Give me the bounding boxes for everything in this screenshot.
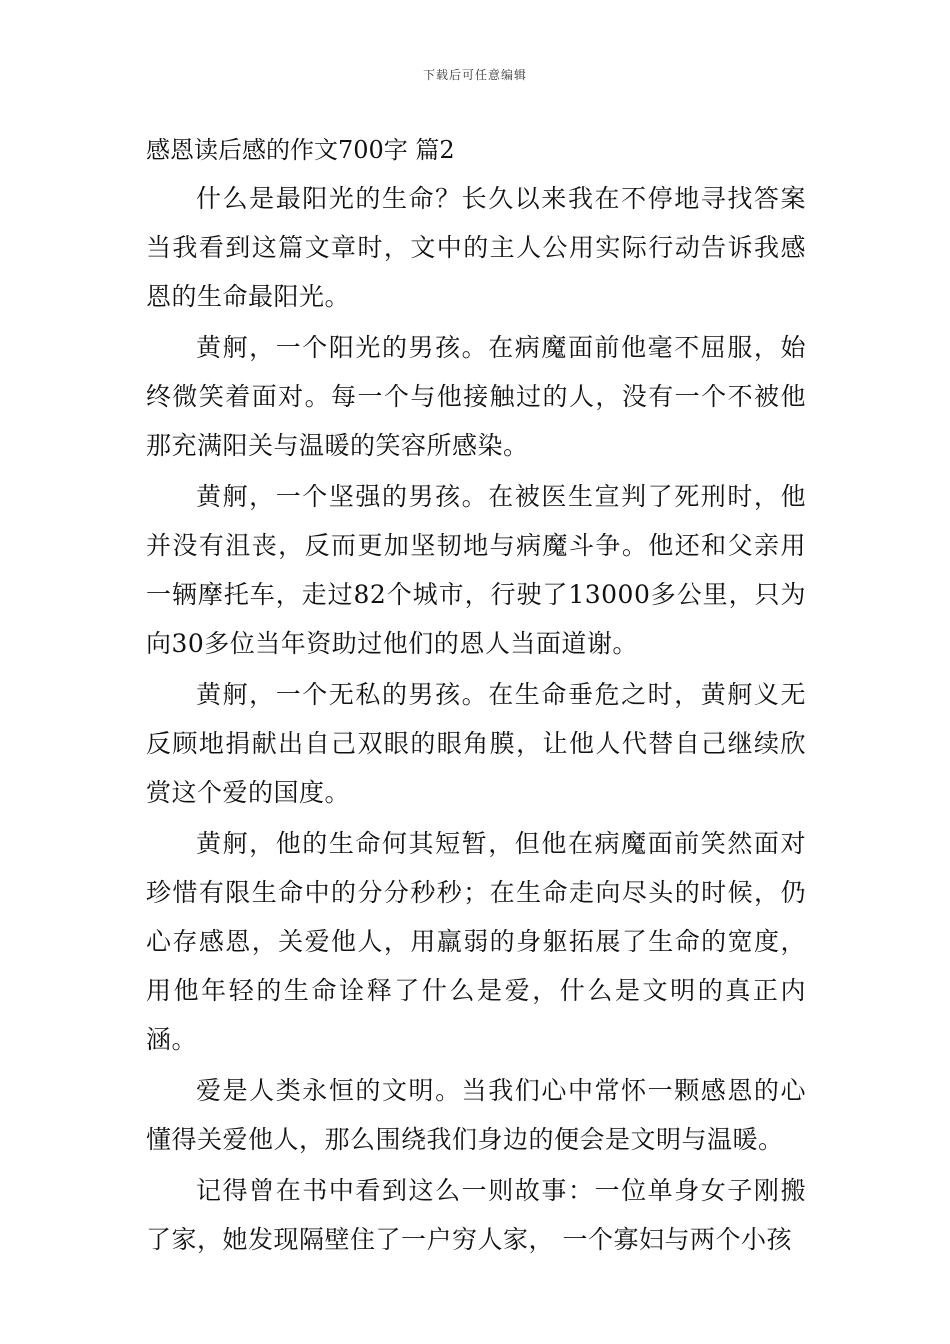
paragraph-6: 爱是人类永恒的文明。当我们心中常怀一颗感恩的心懂得关爱他人，那么围绕我们身边的便会是文明与温暖。 [146,1076,806,1154]
paragraph-5: 黄舸，他的生命何其短暂，但他在病魔面前笑然面对珍惜有限生命中的分分秒秒；在生命走向尽头的时候，仍心存感恩，关爱他人，用羸弱的身躯拓展了生命的宽度，用他年轻的生命诠释了什么是爱，什么是文明的真正内涵。 [146,829,806,1054]
paragraph-7: 记得曾在书中看到这么一则故事：一位单身女子刚搬了家，她发现隔壁住了一户穷人家， 一个寡妇与两个小孩 [146,1176,806,1254]
paragraph-1: 什么是最阳光的生命？长久以来我在不停地寻找答案当我看到这篇文章时，文中的主人公用实际行动告诉我感恩的生命最阳光。 [146,184,806,311]
paragraph-2: 黄舸，一个阳光的男孩。在病魔面前他毫不屈服，始终微笑着面对。每一个与他接触过的人，没有一个不被他那充满阳关与温暖的笑容所感染。 [146,333,806,460]
document-title: 感恩读后感的作文700字 篇2 [146,136,455,164]
document-body [146,128,806,1266]
page-header-note: 下载后可任意编辑 [422,68,527,82]
paragraph-3: 黄舸，一个坚强的男孩。在被医生宣判了死刑时，他并没有沮丧，反而更加坚韧地与病魔斗争。他还和父亲用一辆摩托车，走过82个城市，行驶了13000多公里，只为向30多位当年资助过他们的恩人当面道谢。 [146,482,806,658]
paragraph-4: 黄舸，一个无私的男孩。在生命垂危之时，黄舸义无反顾地捐献出自己双眼的眼角膜，让他人代替自己继续欣赏这个爱的国度。 [146,680,806,807]
